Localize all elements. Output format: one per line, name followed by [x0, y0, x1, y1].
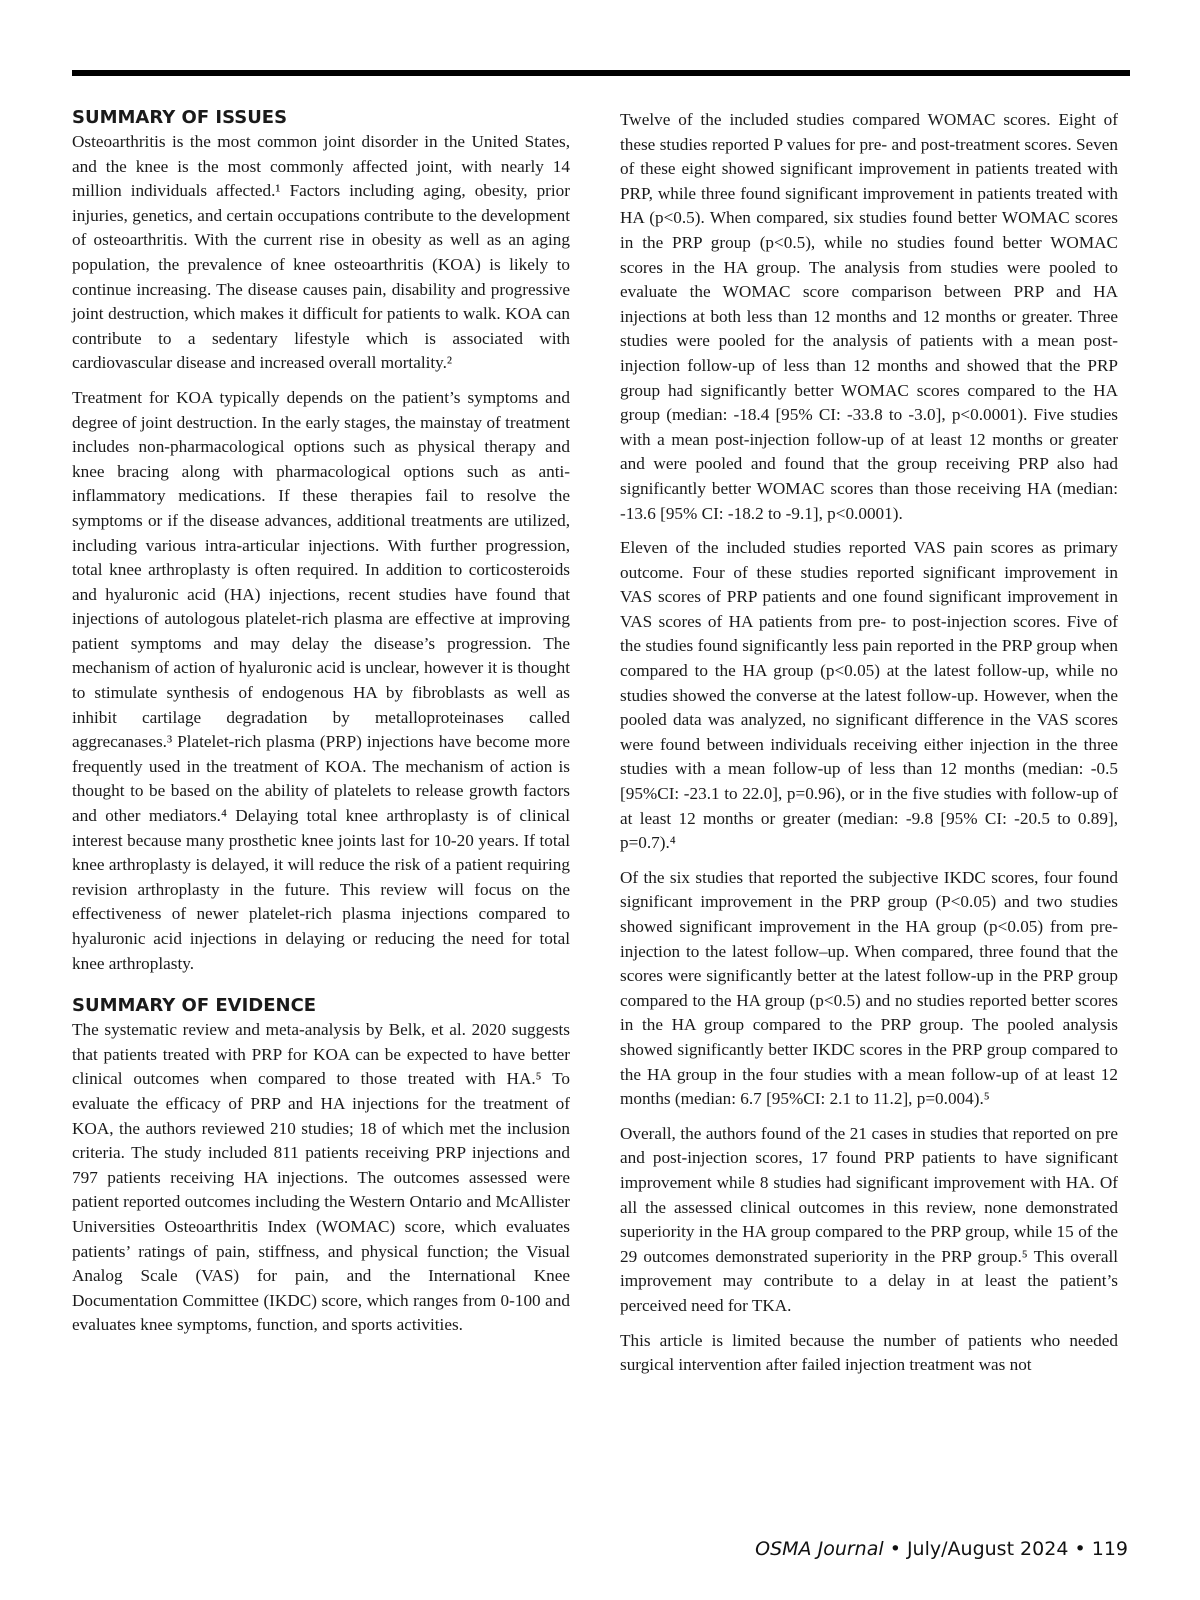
page-footer: [755, 1538, 1128, 1560]
issue-date: July/August 2024: [906, 1538, 1069, 1560]
evidence-paragraph-1: The systematic review and meta-analysis by Belk, et al. 2020 suggests that patients treated with PRP for KOA can be expected to have better clinical outcomes when compared to those treated with HA.⁵ To evaluate the efficacy of PRP and HA injections for the treatment of KOA, the authors reviewed 210 studies; 18 of which met the inclusion criteria. The study included 811 patients receiving PRP injections and 797 patients receiving HA injections. The outcomes assessed were patient reported outcomes including the Western Ontario and McAllister Universities Osteoarthritis Index (WOMAC) score, which evaluates patients’ ratings of pain, stiffness, and physical function; the Visual Analog Scale (VAS) for pain, and the International Knee Documentation Committee (IKDC) score, which ranges from 0-100 and evaluates knee symptoms, function, and sports activities.: [72, 1020, 570, 1335]
page-number: 119: [1091, 1538, 1128, 1560]
journal-name: OSMA Journal: [755, 1538, 884, 1560]
overall-paragraph: Overall, the authors found of the 21 cases in studies that reported on pre and post-injection scores, 17 found PRP patients to have significant improvement while 8 studies had significant improvement with HA. Of all the assessed clinical outcomes in this review, none demonstrated superiority in the HA group compared to the PRP group, while 15 of the 29 outcomes demonstrated superiority in the PRP group.⁵ This overall improvement may contribute to a delay in at least the patient’s perceived need for TKA.: [620, 1123, 1118, 1315]
footer-separator-1: •: [889, 1538, 901, 1560]
limitations-paragraph: This article is limited because the number of patients who needed surgical intervention after failed injection treatment was not: [620, 1330, 1118, 1375]
ikdc-paragraph: Of the six studies that reported the subjective IKDC scores, four found significant improvement in the PRP group (P<0.05) and two studies showed significant improvement in the HA group (p<0.05) from pre-injection to the latest follow–up. When compared, three found that the scores were significantly better at the latest follow-up in the PRP group compared to the HA group (p<0.5) and no studies reported better scores in the HA group compared to the PRP group. The pooled analysis showed significantly better IKDC scores in the PRP group compared to the HA group in the four studies with a mean follow-up of at least 12 months (median: 6.7 [95%CI: 2.1 to 11.2], p=0.004).⁵: [620, 867, 1118, 1109]
issues-paragraph-1: Osteoarthritis is the most common joint disorder in the United States, and the knee is the most commonly affected joint, with nearly 14 million individuals affected.¹ Factors including aging, obesity, prior injuries, genetics, and certain occupations contribute to the development of osteoarthritis. With the current rise in obesity as well as an aging population, the prevalence of knee osteoarthritis (KOA) is likely to continue increasing. The disease causes pain, disability and progressive joint destruction, which makes it difficult for patients to walk. KOA can contribute to a sedentary lifestyle which is associated with cardiovascular disease and increased overall mortality.²: [72, 132, 570, 373]
right-column: [620, 108, 1118, 1388]
left-column: [72, 106, 570, 1348]
summary-of-issues-heading: SUMMARY OF ISSUES: [72, 107, 288, 128]
vas-paragraph: Eleven of the included studies reported VAS pain scores as primary outcome. Four of these studies reported significant improvement in VAS scores of PRP patients and one found significant improvement in VAS scores of HA patients from pre- to post-injection scores. Five of the studies found significantly less pain reported in the PRP group when compared to the HA group (p<0.05) at the latest follow-up, while no studies showed the converse at the latest follow-up. However, when the pooled data was analyzed, no significant difference in the VAS scores were found between individuals receiving either injection in the three studies with a mean follow-up of less than 12 months (median: -0.5 [95%CI: -23.1 to 22.0], p=0.96), or in the five studies with follow-up of at least 12 months or greater (median: -9.8 [95% CI: -20.5 to 0.89], p=0.7).⁴: [620, 538, 1118, 853]
top-rule: [72, 70, 1130, 76]
issues-paragraph-2: Treatment for KOA typically depends on the patient’s symptoms and degree of joint destruction. In the early stages, the mainstay of treatment includes non-pharmacological options such as physical therapy and knee bracing along with pharmacological options such as anti-inflammatory medications. If these therapies fail to resolve the symptoms or if the disease advances, additional treatments are utilized, including various intra-articular injections. With further progression, total knee arthroplasty is often required. In addition to corticosteroids and hyaluronic acid (HA) injections, recent studies have found that injections of autologous platelet-rich plasma are effective at improving patient symptoms and may delay the disease’s progression. The mechanism of action of hyaluronic acid is unclear, however it is thought to stimulate synthesis of endogenous HA by fibroblasts as well as inhibit cartilage degradation by metalloproteinases called aggrecanases.³ Platelet-rich plasma (PRP) injections have become more frequently used in the treatment of KOA. The mechanism of action is thought to be based on the ability of platelets to release growth factors and other mediators.⁴ Delaying total knee arthroplasty is of clinical interest because many prosthetic knee joints last for 10-20 years. If total knee arthroplasty is delayed, it will reduce the risk of a patient requiring revision arthroplasty in the future. This review will focus on the effectiveness of newer platelet-rich plasma injections compared to hyaluronic acid injections in delaying or reducing the need for total knee arthroplasty.: [72, 387, 570, 973]
summary-of-evidence-heading: SUMMARY OF EVIDENCE: [72, 995, 317, 1017]
womac-paragraph: Twelve of the included studies compared WOMAC scores. Eight of these studies reported P values for pre- and post-treatment scores. Seven of these eight showed significant improvement in patients treated with PRP, while three found significant improvement in patients treated with HA (p<0.5). When compared, six studies found better WOMAC scores in the PRP group (p<0.5), while no studies found better WOMAC scores in the HA group. The analysis from studies were pooled to evaluate the WOMAC score comparison between PRP and HA injections at both less than 12 months and 12 months or greater. Three studies were pooled for the analysis of patients with a mean post-injection follow-up of less than 12 months and showed that the PRP group had significantly better WOMAC scores compared to the HA group (median: -18.4 [95% CI: -33.8 to -3.0], p<0.0001). Five studies with a mean post-injection follow-up of at least 12 months or greater and were pooled and found that the group receiving PRP also had significantly better WOMAC scores than those receiving HA (median: -13.6 [95% CI: -18.2 to -9.1], p<0.0001).: [620, 110, 1118, 523]
footer-separator-2: •: [1074, 1538, 1086, 1560]
